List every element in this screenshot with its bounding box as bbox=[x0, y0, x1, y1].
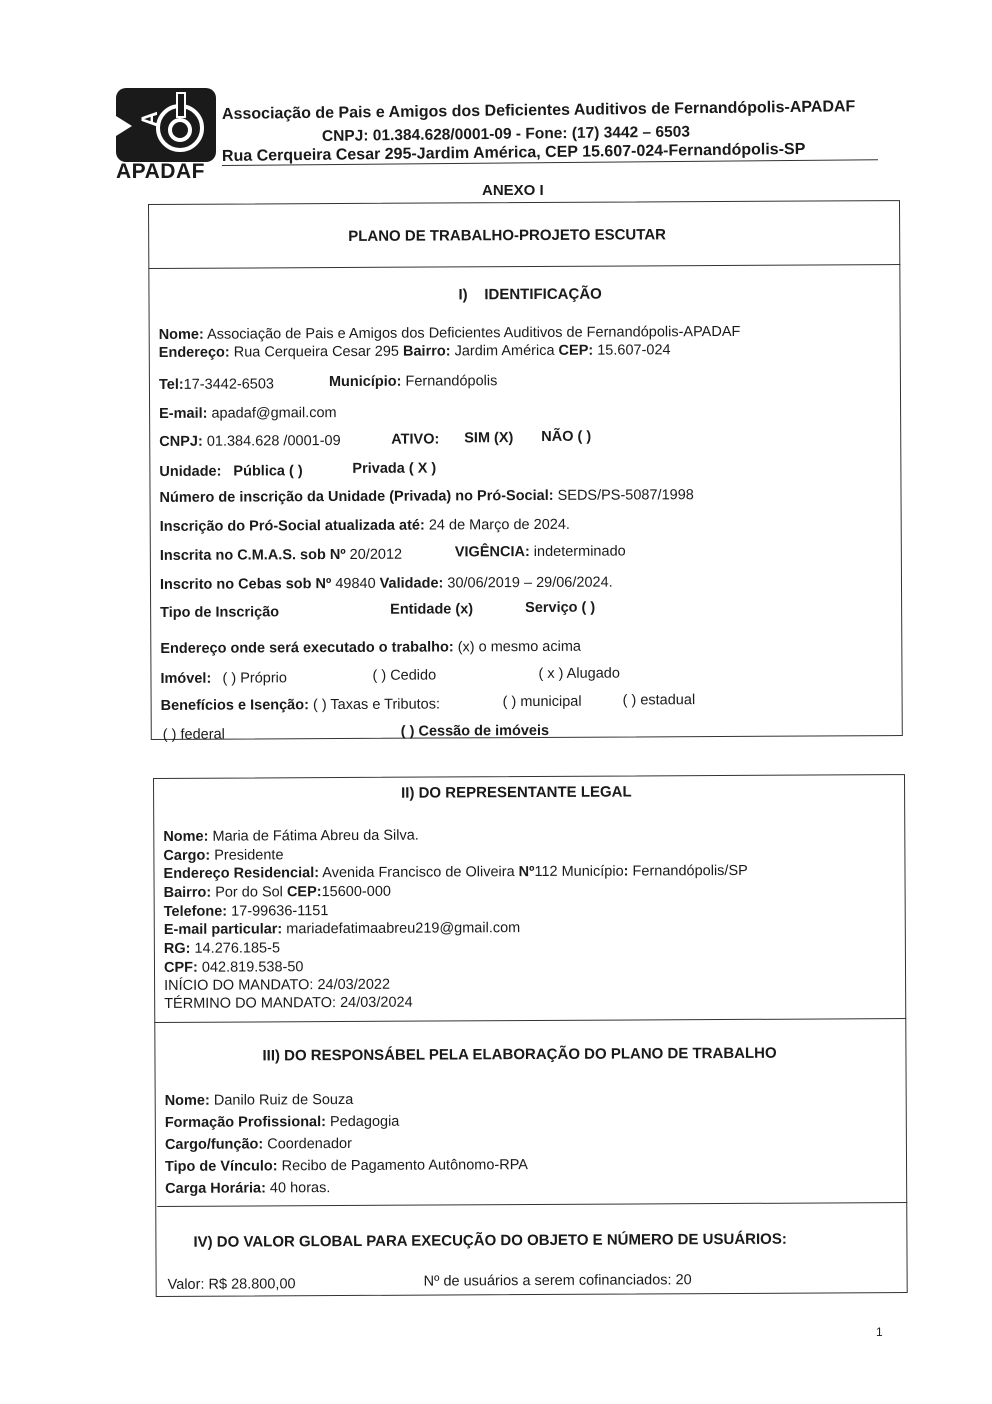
s2-nome-value: Maria de Fátima Abreu da Silva. bbox=[212, 827, 419, 845]
s1-beneficios-municipal: ( ) municipal bbox=[502, 693, 582, 711]
section3-title: III) DO RESPONSÁBEL PELA ELABORAÇÃO DO PLANO DE TRABALHO bbox=[262, 1044, 777, 1065]
s2-nome-label: Nome: bbox=[163, 828, 209, 845]
s2-cpf-label: CPF: bbox=[163, 959, 198, 976]
s1-beneficios-taxas: ( ) Taxas e Tributos: bbox=[312, 696, 441, 714]
s3-nome-value: Danilo Ruiz de Souza bbox=[213, 1091, 354, 1109]
s1-email-label: E-mail: bbox=[159, 405, 208, 422]
s2-bairro-label: Bairro: bbox=[163, 884, 212, 901]
s1-ativo-label: ATIVO: bbox=[391, 431, 440, 448]
s2-rg-row bbox=[164, 939, 280, 958]
s1-beneficios-row bbox=[161, 695, 440, 714]
s3-vinculo-row bbox=[165, 1156, 528, 1176]
s2-endres-label: Endereço Residencial: bbox=[163, 865, 320, 882]
s1-tipo-label: Tipo de Inscrição bbox=[160, 604, 280, 621]
logo-letter: A bbox=[136, 111, 162, 127]
s1-atualizada-label: Inscrição do Pró-Social atualizada até: bbox=[159, 517, 425, 535]
sections-box bbox=[153, 774, 908, 1297]
s2-email-row bbox=[164, 919, 521, 939]
s2-termino: TÉRMINO DO MANDATO: 24/03/2024 bbox=[164, 994, 413, 1012]
logo bbox=[112, 86, 220, 184]
s3-carga-row bbox=[165, 1179, 330, 1198]
section1-title bbox=[458, 286, 601, 304]
s2-inicio: INÍCIO DO MANDATO: 24/03/2022 bbox=[164, 976, 391, 994]
s1-cebas-row bbox=[160, 574, 613, 594]
s1-vigencia-row bbox=[455, 543, 626, 562]
s1-cnpj-row bbox=[159, 432, 340, 451]
s1-vigencia-label: VIGÊNCIA: bbox=[454, 544, 530, 561]
s1-ativo-nao: NÃO ( ) bbox=[541, 428, 592, 445]
s1-cebas-label: Inscrito no Cebas sob Nº bbox=[159, 576, 332, 593]
s1-endereco-label: Endereço: bbox=[158, 344, 230, 361]
s1-imovel-proprio: ( ) Próprio bbox=[222, 670, 287, 687]
section2-title: II) DO REPRESENTANTE LEGAL bbox=[401, 783, 632, 802]
s2-cpf-row bbox=[164, 958, 304, 977]
s1-validade-label: Validade: bbox=[379, 575, 444, 592]
s2-cep-label: CEP: bbox=[286, 884, 322, 901]
s1-atualizada-value: 24 de Março de 2024. bbox=[428, 516, 570, 534]
s1-inscricao-value: SEDS/PS-5087/1998 bbox=[557, 487, 694, 504]
s2-cpf-value: 042.819.538-50 bbox=[201, 959, 304, 976]
s1-cmas-value: 20/2012 bbox=[349, 546, 403, 563]
s1-cep-label: CEP: bbox=[558, 342, 594, 359]
s1-beneficios-cessao: ( ) Cessão de imóveis bbox=[400, 722, 550, 740]
s1-tel-label: Tel: bbox=[158, 376, 184, 393]
org-address: Rua Cerqueira Cesar 295-Jardim América, CEP 15.607-024-Fernandópolis-SP bbox=[221, 140, 806, 165]
s4-valor: Valor: R$ 28.800,00 bbox=[167, 1276, 296, 1293]
s1-cep-value: 15.607-024 bbox=[597, 342, 671, 359]
s1-tipo-entidade: Entidade (x) bbox=[390, 601, 474, 618]
s2-bairro-value: Por do Sol bbox=[215, 884, 283, 901]
s2-cargo-value: Presidente bbox=[214, 847, 284, 864]
s2-nome-row bbox=[163, 827, 419, 846]
s3-vinculo-value: Recibo de Pagamento Autônomo-RPA bbox=[281, 1157, 529, 1175]
s3-formacao-row bbox=[165, 1113, 400, 1132]
s3-vinculo-label: Tipo de Vínculo: bbox=[164, 1158, 278, 1175]
s1-ativo-sim: SIM (X) bbox=[464, 430, 514, 447]
section1-box bbox=[148, 200, 903, 743]
s1-imovel-alugado: ( x ) Alugado bbox=[538, 665, 620, 682]
s2-mun-sep: : bbox=[623, 863, 629, 880]
s1-cebas-value: 49840 bbox=[335, 575, 376, 593]
s2-email-value: mariadefatimaabreu219@gmail.com bbox=[286, 920, 521, 938]
s4-usuarios: Nº de usuários a serem cofinanciados: 20 bbox=[423, 1272, 692, 1290]
s1-vigencia-value: indeterminado bbox=[533, 543, 626, 560]
s2-endres-row bbox=[163, 862, 747, 883]
s1-bairro-value: Jardim América bbox=[454, 342, 555, 360]
s1-validade-value: 30/06/2019 – 29/06/2024. bbox=[447, 574, 613, 592]
s1-cnpj-value: 01.384.628 /0001-09 bbox=[206, 432, 341, 450]
s2-cargo-label: Cargo: bbox=[163, 847, 211, 864]
s2-endres-value: Avenida Francisco de Oliveira bbox=[322, 864, 515, 882]
s3-cargo-row bbox=[165, 1135, 352, 1154]
s3-formacao-label: Formação Profissional: bbox=[164, 1114, 327, 1131]
s1-endexec-label: Endereço onde será executado o trabalho: bbox=[160, 639, 454, 657]
s3-cargo-label: Cargo/função: bbox=[164, 1136, 264, 1153]
s2-cargo-row bbox=[163, 846, 283, 865]
section1-title-text: IDENTIFICAÇÃO bbox=[484, 285, 602, 304]
s2-cep-value: 15600-000 bbox=[321, 883, 391, 901]
s1-beneficios-label: Benefícios e Isenção: bbox=[160, 697, 309, 714]
s1-endereco-value: Rua Cerqueira Cesar 295 bbox=[233, 343, 400, 361]
s2-rg-value: 14.276.185-5 bbox=[194, 940, 281, 957]
s1-unidade-privada: Privada ( X ) bbox=[352, 460, 437, 477]
s1-unidade-publica: Pública ( ) bbox=[233, 463, 303, 480]
s1-endexec-value: (x) o mesmo acima bbox=[457, 638, 581, 656]
s1-email-row bbox=[159, 404, 337, 423]
s1-municipio-row bbox=[329, 372, 498, 391]
s1-cmas-row bbox=[160, 546, 402, 565]
s1-municipio-value: Fernandópolis bbox=[405, 373, 498, 390]
s1-municipio-label: Município: bbox=[328, 373, 402, 391]
s2-bairro-row bbox=[164, 883, 391, 902]
s2-num-label: Nº bbox=[518, 864, 535, 881]
s1-beneficios-estadual: ( ) estadual bbox=[622, 692, 696, 709]
s1-cmas-label: Inscrita no C.M.A.S. sob Nº bbox=[159, 546, 346, 564]
s3-nome-label: Nome: bbox=[164, 1092, 210, 1109]
section4-title: IV) DO VALOR GLOBAL PARA EXECUÇÃO DO OBJETO E NÚMERO DE USUÁRIOS: bbox=[193, 1230, 787, 1251]
s1-beneficios-federal: ( ) federal bbox=[162, 726, 225, 743]
s2-telefone-value: 17-99636-1151 bbox=[231, 903, 329, 920]
s1-imovel-cedido: ( ) Cedido bbox=[372, 667, 437, 684]
s1-endexec-row bbox=[160, 638, 581, 658]
s1-bairro-label: Bairro: bbox=[402, 343, 451, 360]
s1-inscricao-row bbox=[159, 486, 693, 507]
s1-unidade-label: Unidade: bbox=[159, 463, 222, 480]
s2-telefone-row bbox=[164, 902, 329, 921]
s1-tel-value: 17-3442-6503 bbox=[183, 376, 275, 393]
s1-cnpj-label: CNPJ: bbox=[159, 433, 203, 450]
annex-title: ANEXO I bbox=[482, 182, 544, 199]
s1-inscricao-label: Número de inscrição da Unidade (Privada) no Pró-Social: bbox=[159, 487, 554, 506]
section1-title-num: I) bbox=[458, 286, 468, 304]
s1-nome-label: Nome: bbox=[158, 326, 204, 343]
s1-atualizada-row bbox=[160, 516, 570, 536]
org-name: Associação de Pais e Amigos dos Deficientes Auditivos de Fernandópolis-APADAF bbox=[221, 98, 856, 123]
s1-email-value: apadaf@gmail.com bbox=[211, 405, 337, 422]
s1-tipo-servico: Serviço ( ) bbox=[525, 599, 596, 617]
s3-carga-value: 40 horas. bbox=[269, 1180, 331, 1197]
s3-carga-label: Carga Horária: bbox=[165, 1180, 266, 1197]
s3-cargo-value: Coordenador bbox=[267, 1135, 352, 1153]
plan-title: PLANO DE TRABALHO-PROJETO ESCUTAR bbox=[348, 226, 667, 245]
s3-nome-row bbox=[165, 1091, 354, 1110]
s3-formacao-value: Pedagogia bbox=[329, 1113, 400, 1131]
s2-rg-label: RG: bbox=[163, 940, 191, 957]
s1-tel-row bbox=[159, 375, 274, 394]
s2-telefone-label: Telefone: bbox=[163, 903, 228, 920]
s2-mun-value: Fernandópolis/SP bbox=[632, 862, 748, 880]
logo-text: APADAF bbox=[116, 160, 205, 183]
s1-endereco-row bbox=[159, 341, 671, 362]
org-cnpj-phone: CNPJ: 01.384.628/0001-09 - Fone: (17) 3442 – 6503 bbox=[321, 123, 690, 145]
s2-num-value: 112 Município bbox=[534, 863, 624, 881]
s2-email-label: E-mail particular: bbox=[163, 921, 283, 938]
s1-imovel-label: Imóvel: bbox=[160, 670, 212, 687]
s1-nome-value: Associação de Pais e Amigos dos Deficientes Auditivos de Fernandópolis-APADAF bbox=[207, 323, 741, 343]
page-number: 1 bbox=[876, 1325, 883, 1339]
